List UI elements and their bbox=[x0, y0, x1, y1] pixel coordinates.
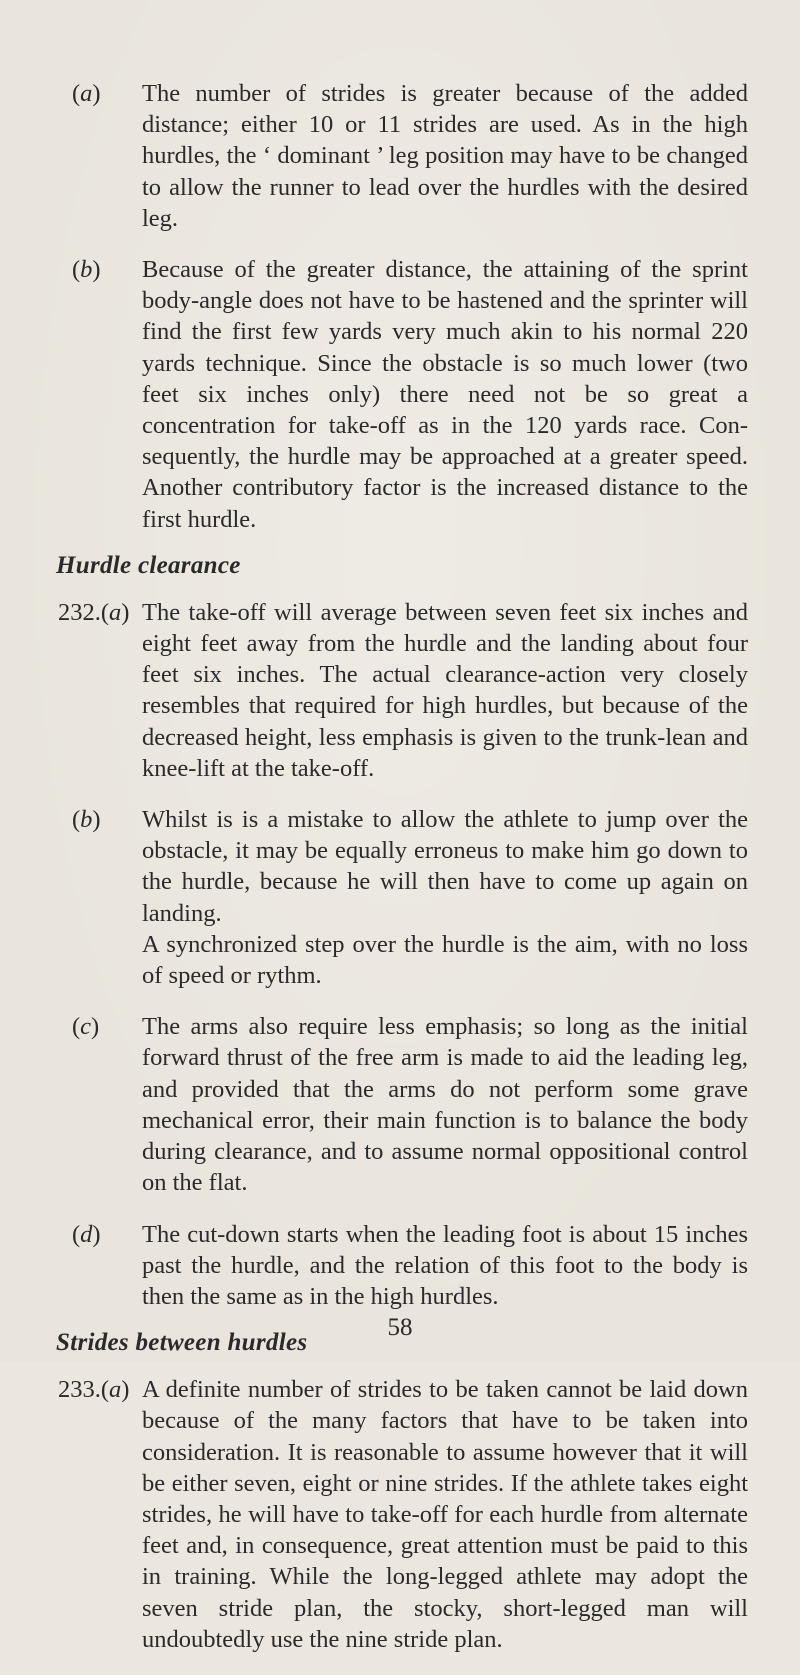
list-item bbox=[58, 597, 748, 784]
page-content bbox=[58, 78, 748, 1675]
item-marker: (d) bbox=[72, 1220, 101, 1248]
list-item bbox=[58, 254, 748, 535]
section-heading: Strides between hurdles bbox=[56, 1329, 308, 1357]
item-marker: (a) bbox=[72, 80, 101, 107]
item-text bbox=[142, 804, 748, 991]
paragraph: A definite number of strides to be taken cannot be laid down because of the many factors that have to be taken into consideration. It is reasonable to assume however that it will be either seven, eight or nine strides. If the athlete takes eight strides, he will have to take-off for each hurdle from alternate feet and, in consequence, great attention must be paid to this in training. While the long-legged athlete may adopt the seven stride plan, the stocky, short-legged man will undoubtedly use the nine stride plan. bbox=[142, 1376, 748, 1653]
item-text bbox=[142, 78, 748, 234]
list-item bbox=[58, 78, 748, 234]
paragraph: The number of strides is greater because of the added distance; either 10 or 11 strides are used. As in the high hurdles, the ‘ dominant ’ leg position may have to be changed to allow the runner to lead over the hurdles with the desired leg. bbox=[142, 80, 748, 232]
paragraph: A synchronized step over the hurdle is the aim, with no loss of speed or rythm. bbox=[142, 930, 748, 990]
item-text bbox=[142, 1219, 748, 1313]
item-marker: (b) bbox=[72, 256, 101, 284]
paragraph: Because of the greater distance, the attaining of the sprint body-angle does not have to be hastened and the sprinter will find the first few yards very much akin to his normal 220 yards technique. Since the obstacle is so much lower (two feet six inches only) there need not be so great a concentration for take-off as in the 120 yards race. Con-sequently, the hurdle may be approached at a greater speed. Another contributory factor is the increased distance to the first hurdle. bbox=[142, 256, 748, 533]
item-text bbox=[142, 1374, 748, 1655]
item-text bbox=[142, 1011, 748, 1198]
list-item bbox=[58, 1374, 748, 1655]
item-marker: (c) bbox=[72, 1013, 100, 1041]
page-number: 58 bbox=[387, 1314, 413, 1341]
item-marker: (b) bbox=[72, 806, 101, 834]
item-marker: 232.(a) bbox=[58, 598, 130, 626]
list-item bbox=[58, 1219, 748, 1313]
item-text bbox=[142, 254, 748, 535]
item-marker: 233.(a) bbox=[58, 1376, 130, 1404]
paragraph: The take-off will average between seven feet six inches and eight feet away from the hurdle and the landing about four feet six inches. The actual clearance-action very closely resembles that required for high hurdles, but because of the decreased height, less emphasis is given to the trunk-lean and knee-lift at the take-off. bbox=[142, 598, 748, 782]
section-heading: Hurdle clearance bbox=[56, 551, 241, 579]
paragraph: Whilst is is a mistake to allow the athlete to jump over the obstacle, it may be equally erroneus to make him go down to the hurdle, because he will then have to come up again on landing. bbox=[142, 806, 748, 927]
list-item bbox=[58, 1011, 748, 1198]
list-item bbox=[58, 804, 748, 991]
paragraph: The cut-down starts when the leading foot is about 15 inches past the hurdle, and the relation of this foot to the body is then the same as in the high hurdles. bbox=[142, 1220, 748, 1310]
paragraph: The arms also require less emphasis; so long as the initial forward thrust of the free arm is made to aid the leading leg, and provided that the arms do not perform some grave mechanical error, their main function is to balance the body during clearance, and to assume normal oppositional control on the flat. bbox=[142, 1013, 748, 1197]
item-text bbox=[142, 597, 748, 784]
